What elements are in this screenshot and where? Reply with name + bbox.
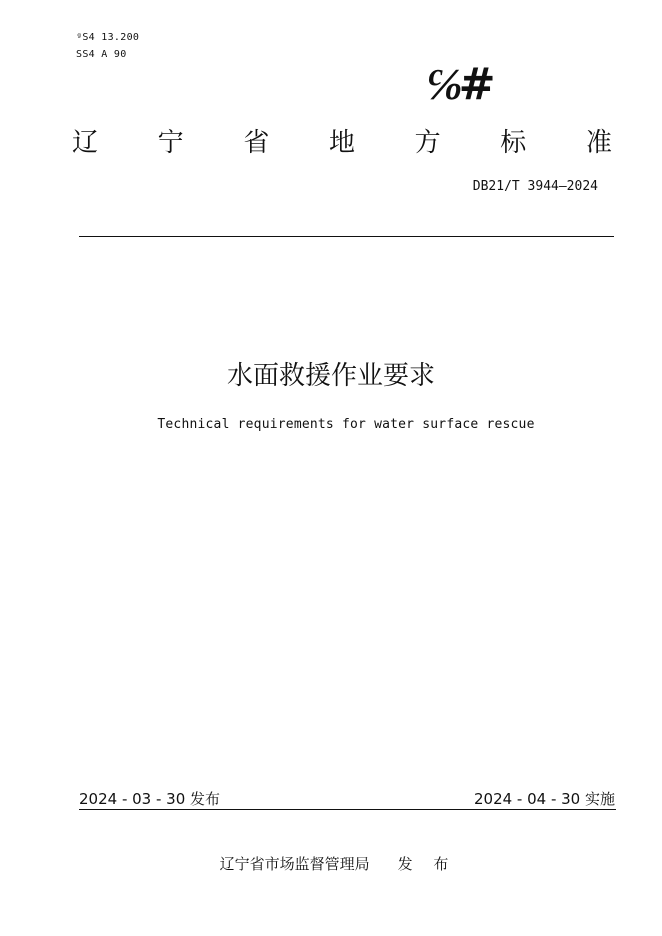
standard-type-char: 辽 — [72, 128, 99, 158]
standard-type-char: 地 — [328, 128, 355, 158]
issue-date: 2024 - 03 - 30 发布 — [79, 790, 221, 808]
publisher-line — [0, 853, 662, 874]
top-divider — [79, 236, 614, 237]
bottom-divider — [79, 809, 616, 810]
implementation-date: 2024 - 04 - 30 实施 — [473, 790, 615, 808]
standard-type-char: 省 — [243, 128, 270, 158]
standard-type-heading — [72, 126, 612, 160]
standard-logo: ℅# — [426, 59, 492, 110]
document-title-chinese: 水面救援作业要求 — [226, 361, 435, 391]
ccs-code: SS4 A 90 — [76, 49, 127, 60]
publisher-name: 辽宁省市场监督管理局 — [219, 855, 370, 873]
standard-number: DB21/T 3944—2024 — [472, 179, 598, 194]
standard-type-char: 方 — [414, 128, 441, 158]
document-title-english: Technical requirements for water surface rescue — [157, 417, 535, 432]
standard-type-char: 宁 — [157, 128, 184, 158]
standard-type-char: 准 — [585, 128, 612, 158]
ics-code: ᵍS4 13.200 — [76, 32, 140, 43]
standard-type-char: 标 — [500, 128, 527, 158]
publisher-action: 发 布 — [397, 855, 457, 873]
